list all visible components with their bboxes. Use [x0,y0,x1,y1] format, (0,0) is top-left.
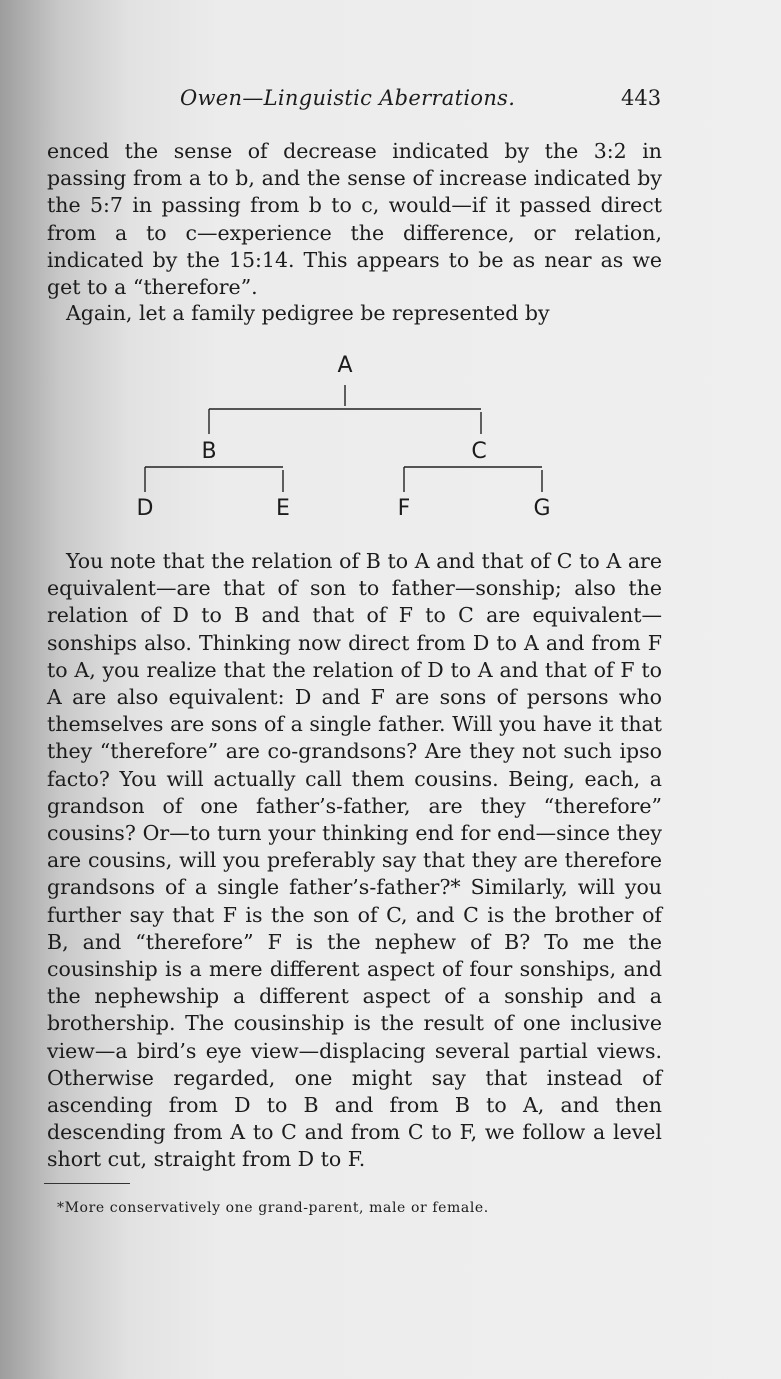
pedigree-node-a: A [337,353,353,378]
paragraph-2-text: Again, let a family pedigree be represented by [66,301,550,325]
pedigree-node-d: D [136,496,154,521]
footnote: *More conservatively one grand-parent, male or female. [57,1200,489,1216]
running-title: Owen—Linguistic Aberrations. [180,86,516,110]
pedigree-node-e: E [276,496,290,521]
paragraph-1 [47,138,662,301]
pedigree-node-f: F [397,496,411,521]
pedigree-node-b: B [201,439,217,464]
pedigree-node-g: G [533,496,551,521]
paragraph-1-text: enced the sense of decrease indicated by the 3:2 in passing from a to b, and the sense of increase indicated by the 5:7 in passing from b to c, would—if it passed direct from a to c—experience the difference, or relation, indicated by the 15:14. This appears to be as near as we get to a “therefore”. [47,139,662,300]
paragraph-2 [47,300,662,327]
page-number: 443 [621,86,662,110]
family-pedigree-diagram [0,340,781,530]
pedigree-node-c: C [471,439,487,464]
paragraph-3 [47,548,662,1174]
paragraph-3-text: You note that the relation of B to A and that of C to A are equivalent—are that of son to father—sonship; also the relation of D to B and that of F to C are equivalent—sonships also. Thinking now direct from D to A and from F to A, you realize that the relation of D to A and that of F to A are also equivalent: D and F are sons of persons who themselves are sons of a single father. Will you have it that they “therefore” are co-grandsons? Are they not such ipso facto? You will actually call them cousins. Being, each, a grandson of one father’s-father, are they “therefore” cousins? Or—to turn your thinking end for end—since they are cousins, will you preferably say that they are therefore grandsons of a single father’s-father?* Similarly, will you further say that F is the son of C, and C is the brother of B, and “therefore” F is the nephew of B? To me the cousinship is a mere different aspect of four sonships, and the nephewship a different aspect of a sonship and a brothership. The cousinship is the result of one inclusive view—a bird’s eye view—displacing several partial views. Otherwise regarded, one might say that instead of ascending from D to B and from B to A, and then descending from A to C and from C to F, we follow a level short cut, straight from D to F. [47,549,662,1172]
footnote-rule [44,1183,130,1184]
